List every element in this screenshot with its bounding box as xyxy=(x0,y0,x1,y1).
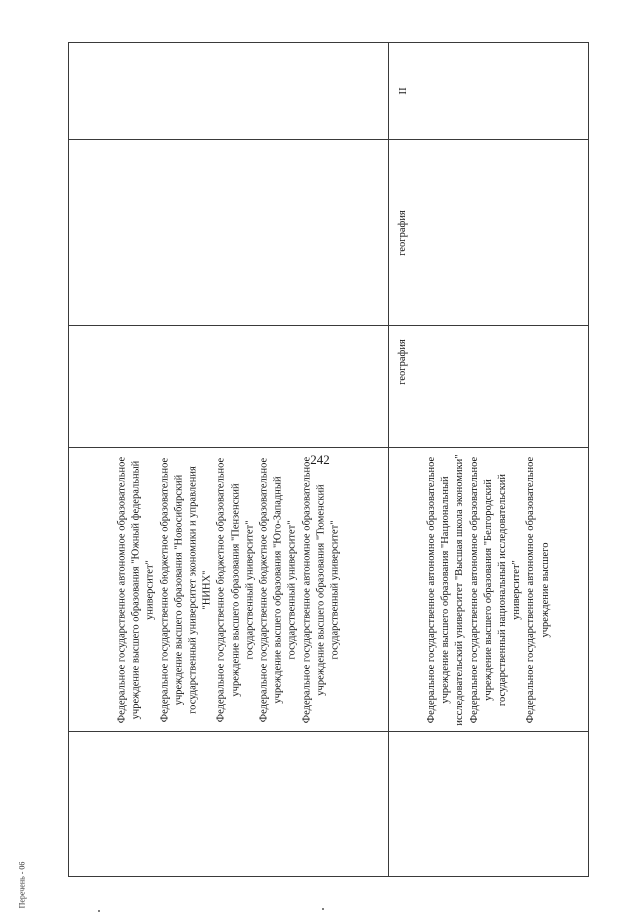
scan-artifact xyxy=(98,910,100,912)
row2-institution-2: Федеральное государственное автономное образовательное учреждение высшего образования "Белгородский государственный национальный исследовательский университет" xyxy=(468,456,522,723)
row1-institutions-cell xyxy=(69,448,388,731)
row2-institutions-cell xyxy=(389,448,588,731)
row1-institution-4: Федеральное государственное бюджетное образовательное учреждение высшего образования "Юго-Западный государственный университет" xyxy=(257,457,298,722)
row2-institution-1: Федеральное государственное автономное образовательное учреждение высшего образования "Национальный исследовательский университет "Высшая школа экономики" xyxy=(425,453,465,726)
page-number: 242 xyxy=(310,452,330,467)
row2-profile-cell xyxy=(389,140,417,325)
row1-institution-5: Федеральное государственное автономное образовательное учреждение высшего образования "Тюменский государственный университет" xyxy=(300,456,340,723)
row2-level-cell xyxy=(389,43,417,139)
table-border-right xyxy=(588,42,589,877)
row2-profile: география xyxy=(396,209,408,256)
table-column-divider-1 xyxy=(68,139,588,140)
row1-institution-2: Федеральное государственное бюджетное образовательное учреждение высшего образования "Новосибирский государственный университет экономики и управления "НИНХ" xyxy=(158,457,213,722)
table-column-divider-2 xyxy=(68,325,588,326)
row2-subject-cell xyxy=(389,326,417,447)
row2-institution-3: Федеральное государственное автономное образовательное учреждение высшего xyxy=(525,456,551,723)
footer-text: Перечень - 06 xyxy=(17,861,27,909)
scan-artifact xyxy=(322,908,324,910)
table-border-bottom xyxy=(68,876,588,877)
row1-institution-1: Федеральное государственное автономное образовательное учреждение высшего образования "Южный федеральный университет" xyxy=(115,456,156,723)
table-border-top xyxy=(68,42,588,43)
row2-subject: география xyxy=(396,339,408,386)
footer-label xyxy=(14,850,30,920)
row1-institution-3: Федеральное государственное бюджетное образовательное учреждение высшего образования "Пензенский государственный университет" xyxy=(215,457,255,722)
table-column-divider-4 xyxy=(68,731,588,732)
row2-level: II xyxy=(396,87,409,95)
